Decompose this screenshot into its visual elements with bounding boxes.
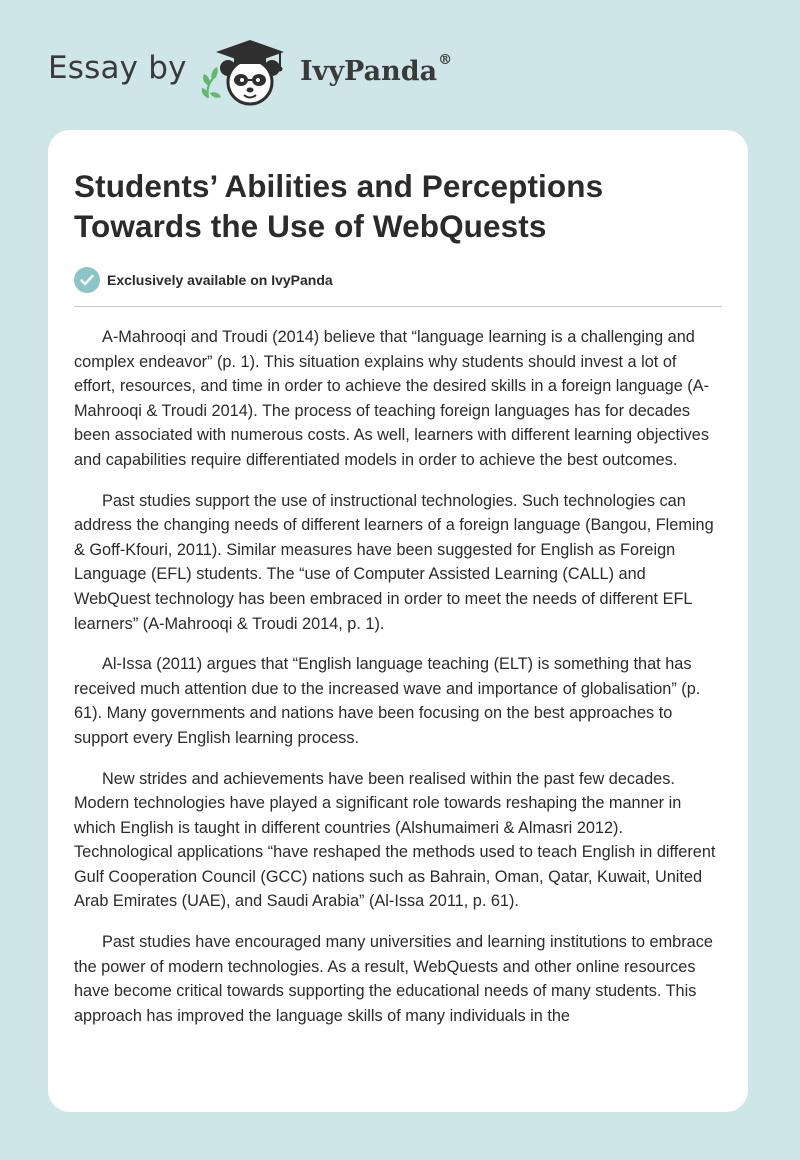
essay-paragraph: Past studies have encouraged many universities and learning institutions to embrace the power of modern technologies. As a result, WebQuests and other online resources have become critical towards supporting the educational needs of many students. This approach has improved the language skills of many individuals in the bbox=[74, 933, 713, 1025]
essay-by-label: Essay by bbox=[48, 50, 187, 86]
title-divider bbox=[74, 306, 722, 307]
exclusive-badge bbox=[74, 266, 722, 294]
brand-name[interactable] bbox=[300, 52, 453, 87]
exclusive-badge-label: Exclusively available on IvyPanda bbox=[107, 272, 333, 288]
essay-title: Students’ Abilities and Perceptions Towards the Use of WebQuests bbox=[74, 168, 604, 244]
site-header bbox=[48, 36, 568, 106]
essay-paragraph: New strides and achievements have been realised within the past few decades. Modern technologies have played a significant role towards reshaping the manner in which English is taught in different countries (Alshumaimeri & Almasri 2012). Technological applications “have reshaped the methods used to teach English in different Gulf Cooperation Council (GCC) nations such as Bahrain, Oman, Qatar, Kuwait, United Arab Emirates (UAE), and Saudi Arabia” (Al-Issa 2011, p. 61). bbox=[74, 769, 716, 911]
essay-card bbox=[48, 130, 748, 1112]
essay-paragraph: Al-Issa (2011) argues that “English language teaching (ELT) is something that has received much attention due to the increased wave and importance of globalisation” (p. 61). Many governments and nations have been focusing on the best approaches to support every English learning process. bbox=[74, 655, 701, 747]
essay-body bbox=[74, 325, 722, 1028]
brand-text: IvyPanda bbox=[300, 56, 438, 87]
check-circle-icon bbox=[74, 267, 100, 293]
essay-paragraph: Past studies support the use of instructional technologies. Such technologies can address the changing needs of different learners of a foreign language (Bangou, Fleming & Goff-Kfouri, 2011). Similar measures have been suggested for English as Foreign Language (EFL) students. The “use of Computer Assisted Learning (CALL) and WebQuest technology has been embraced in order to meet the needs of different EFL learners” (A-Mahrooqi & Troudi 2014, p. 1). bbox=[74, 491, 714, 633]
essay-paragraph: A-Mahrooqi and Troudi (2014) believe that “language learning is a challenging and complex endeavor” (p. 1). This situation explains why students should invest a lot of effort, resources, and time in order to achieve the desired skills in a foreign language (A-Mahrooqi & Troudi 2014). The process of teaching foreign languages has for decades been associated with numerous costs. As well, learners with different learning objectives and capabilities require differentiated models in order to achieve the best outcomes. bbox=[74, 328, 710, 469]
registered-mark: ® bbox=[438, 52, 453, 68]
panda-graduate-icon[interactable] bbox=[200, 36, 296, 108]
